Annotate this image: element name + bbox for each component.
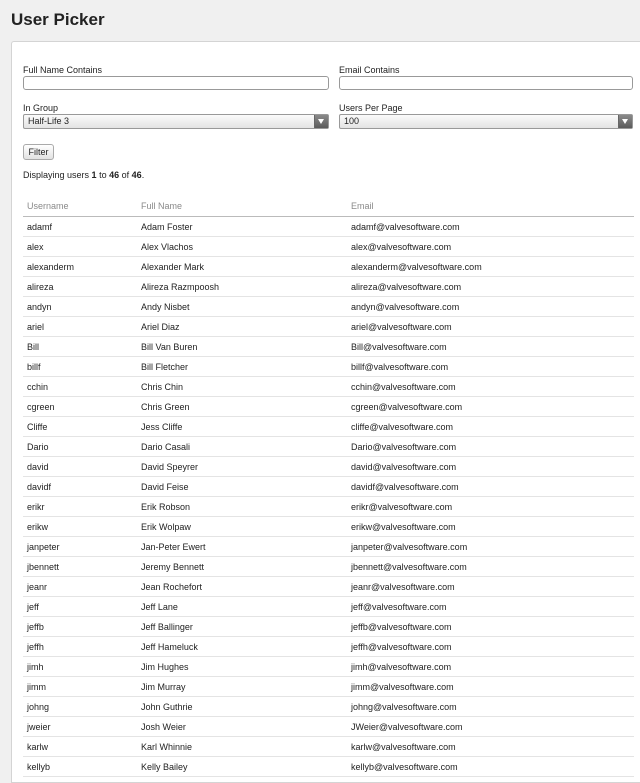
table-row[interactable] — [23, 297, 634, 317]
email-cell: jimm@valvesoftware.com — [347, 677, 634, 697]
email-cell: janpeter@valvesoftware.com — [347, 537, 634, 557]
email-cell: cgreen@valvesoftware.com — [347, 397, 634, 417]
column-header-username[interactable]: Username — [23, 196, 137, 217]
full-name-cell: Jim Hughes — [137, 657, 347, 677]
email-cell: erikw@valvesoftware.com — [347, 517, 634, 537]
chevron-down-icon — [618, 115, 632, 128]
summary-of-word: of — [121, 170, 130, 180]
filter-button[interactable]: Filter — [23, 144, 54, 160]
username-cell: alireza — [23, 277, 137, 297]
full-name-cell: Chris Chin — [137, 377, 347, 397]
username-cell: erikr — [23, 497, 137, 517]
full-name-cell: John Guthrie — [137, 697, 347, 717]
username-cell: erikw — [23, 517, 137, 537]
table-row[interactable] — [23, 457, 634, 477]
table-row[interactable] — [23, 677, 634, 697]
email-cell: ariel@valvesoftware.com — [347, 317, 634, 337]
username-cell: andyn — [23, 297, 137, 317]
email-cell: jimh@valvesoftware.com — [347, 657, 634, 677]
email-cell: JWeier@valvesoftware.com — [347, 717, 634, 737]
table-row[interactable] — [23, 577, 634, 597]
full-name-cell: Jeff Ballinger — [137, 617, 347, 637]
full-name-cell: Jeremy Bennett — [137, 557, 347, 577]
username-cell: jimh — [23, 657, 137, 677]
full-name-cell: Alexander Mark — [137, 257, 347, 277]
full-name-cell: Jeff Lane — [137, 597, 347, 617]
email-cell: david@valvesoftware.com — [347, 457, 634, 477]
table-row[interactable] — [23, 637, 634, 657]
full-name-cell: Alex Vlachos — [137, 237, 347, 257]
table-row[interactable] — [23, 517, 634, 537]
full-name-cell: Dario Casali — [137, 437, 347, 457]
full-name-label: Full Name Contains — [23, 65, 103, 75]
email-cell: kellyb@valvesoftware.com — [347, 757, 634, 777]
full-name-cell: Adam Foster — [137, 217, 347, 237]
email-cell: jbennett@valvesoftware.com — [347, 557, 634, 577]
full-name-cell: Kelly Bailey — [137, 757, 347, 777]
email-cell: adamf@valvesoftware.com — [347, 217, 634, 237]
full-name-input[interactable] — [23, 76, 329, 90]
summary-from: 1 — [91, 170, 97, 180]
username-cell: adamf — [23, 217, 137, 237]
username-cell: jimm — [23, 677, 137, 697]
full-name-cell: Erik Robson — [137, 497, 347, 517]
table-row[interactable] — [23, 237, 634, 257]
username-cell: Cliffe — [23, 417, 137, 437]
email-cell: Bill@valvesoftware.com — [347, 337, 634, 357]
group-select[interactable] — [23, 114, 329, 129]
full-name-cell: Jess Cliffe — [137, 417, 347, 437]
table-row[interactable] — [23, 257, 634, 277]
email-cell: alexanderm@valvesoftware.com — [347, 257, 634, 277]
per-page-select-value: 100 — [344, 116, 360, 126]
table-row[interactable] — [23, 317, 634, 337]
username-cell: jeffb — [23, 617, 137, 637]
full-name-cell: Josh Weier — [137, 717, 347, 737]
email-cell: Dario@valvesoftware.com — [347, 437, 634, 457]
username-cell: billf — [23, 357, 137, 377]
per-page-select[interactable] — [339, 114, 633, 129]
column-header-email[interactable]: Email — [347, 196, 634, 217]
username-cell: jeanr — [23, 577, 137, 597]
table-row[interactable] — [23, 737, 634, 757]
username-cell: karlw — [23, 737, 137, 757]
table-row[interactable] — [23, 617, 634, 637]
username-cell: jbennett — [23, 557, 137, 577]
table-row[interactable] — [23, 657, 634, 677]
table-row[interactable] — [23, 717, 634, 737]
email-cell: jeffh@valvesoftware.com — [347, 637, 634, 657]
table-row[interactable] — [23, 697, 634, 717]
summary-total: 46 — [131, 170, 142, 180]
email-cell: cliffe@valvesoftware.com — [347, 417, 634, 437]
username-cell: jeffh — [23, 637, 137, 657]
table-row[interactable] — [23, 437, 634, 457]
username-cell: janpeter — [23, 537, 137, 557]
email-cell: alex@valvesoftware.com — [347, 237, 634, 257]
username-cell: cchin — [23, 377, 137, 397]
table-row[interactable] — [23, 597, 634, 617]
username-cell: alex — [23, 237, 137, 257]
email-label: Email Contains — [339, 65, 400, 75]
table-row[interactable] — [23, 557, 634, 577]
full-name-cell: Jim Murray — [137, 677, 347, 697]
full-name-cell: Jan-Peter Ewert — [137, 537, 347, 557]
full-name-cell: Bill Van Buren — [137, 337, 347, 357]
username-cell: jeff — [23, 597, 137, 617]
table-row[interactable] — [23, 337, 634, 357]
table-row[interactable] — [23, 397, 634, 417]
full-name-cell: Erik Wolpaw — [137, 517, 347, 537]
table-row[interactable] — [23, 497, 634, 517]
chevron-down-icon — [314, 115, 328, 128]
email-cell: andyn@valvesoftware.com — [347, 297, 634, 317]
username-cell: Dario — [23, 437, 137, 457]
column-header-full-name[interactable]: Full Name — [137, 196, 347, 217]
full-name-cell: Jeff Hameluck — [137, 637, 347, 657]
summary-to: 46 — [109, 170, 120, 180]
summary-prefix: Displaying users — [23, 170, 90, 180]
email-input[interactable] — [339, 76, 633, 90]
table-row[interactable] — [23, 477, 634, 497]
email-cell: jeanr@valvesoftware.com — [347, 577, 634, 597]
table-row[interactable] — [23, 357, 634, 377]
group-label: In Group — [23, 103, 59, 113]
username-cell: cgreen — [23, 397, 137, 417]
full-name-cell: Jean Rochefort — [137, 577, 347, 597]
user-picker-panel — [11, 41, 640, 783]
username-cell: johng — [23, 697, 137, 717]
table-row[interactable] — [23, 537, 634, 557]
username-cell: Bill — [23, 337, 137, 357]
table-header-row — [23, 196, 634, 217]
full-name-cell: Chris Green — [137, 397, 347, 417]
username-cell: jweier — [23, 717, 137, 737]
email-cell: johng@valvesoftware.com — [347, 697, 634, 717]
email-cell: davidf@valvesoftware.com — [347, 477, 634, 497]
table-row[interactable] — [23, 217, 634, 237]
email-cell: alireza@valvesoftware.com — [347, 277, 634, 297]
table-row[interactable] — [23, 277, 634, 297]
username-cell: kellyb — [23, 757, 137, 777]
full-name-cell: David Speyrer — [137, 457, 347, 477]
full-name-cell: Karl Whinnie — [137, 737, 347, 757]
email-cell: jeff@valvesoftware.com — [347, 597, 634, 617]
table-row[interactable] — [23, 757, 634, 777]
table-row[interactable] — [23, 417, 634, 437]
full-name-cell: Bill Fletcher — [137, 357, 347, 377]
full-name-cell: Andy Nisbet — [137, 297, 347, 317]
username-cell: davidf — [23, 477, 137, 497]
email-cell: jeffb@valvesoftware.com — [347, 617, 634, 637]
users-table-body — [23, 217, 634, 777]
page-title: User Picker — [11, 10, 105, 29]
email-cell: billf@valvesoftware.com — [347, 357, 634, 377]
username-cell: alexanderm — [23, 257, 137, 277]
per-page-label: Users Per Page — [339, 103, 403, 113]
summary-to-word: to — [99, 170, 107, 180]
full-name-cell: David Feise — [137, 477, 347, 497]
full-name-cell: Alireza Razmpoosh — [137, 277, 347, 297]
email-cell: karlw@valvesoftware.com — [347, 737, 634, 757]
username-cell: david — [23, 457, 137, 477]
full-name-cell: Ariel Diaz — [137, 317, 347, 337]
email-cell: erikr@valvesoftware.com — [347, 497, 634, 517]
group-select-value: Half-Life 3 — [28, 116, 70, 126]
username-cell: ariel — [23, 317, 137, 337]
results-summary — [23, 170, 144, 180]
summary-suffix: . — [141, 170, 145, 180]
table-row[interactable] — [23, 377, 634, 397]
users-table — [23, 196, 634, 777]
email-cell: cchin@valvesoftware.com — [347, 377, 634, 397]
